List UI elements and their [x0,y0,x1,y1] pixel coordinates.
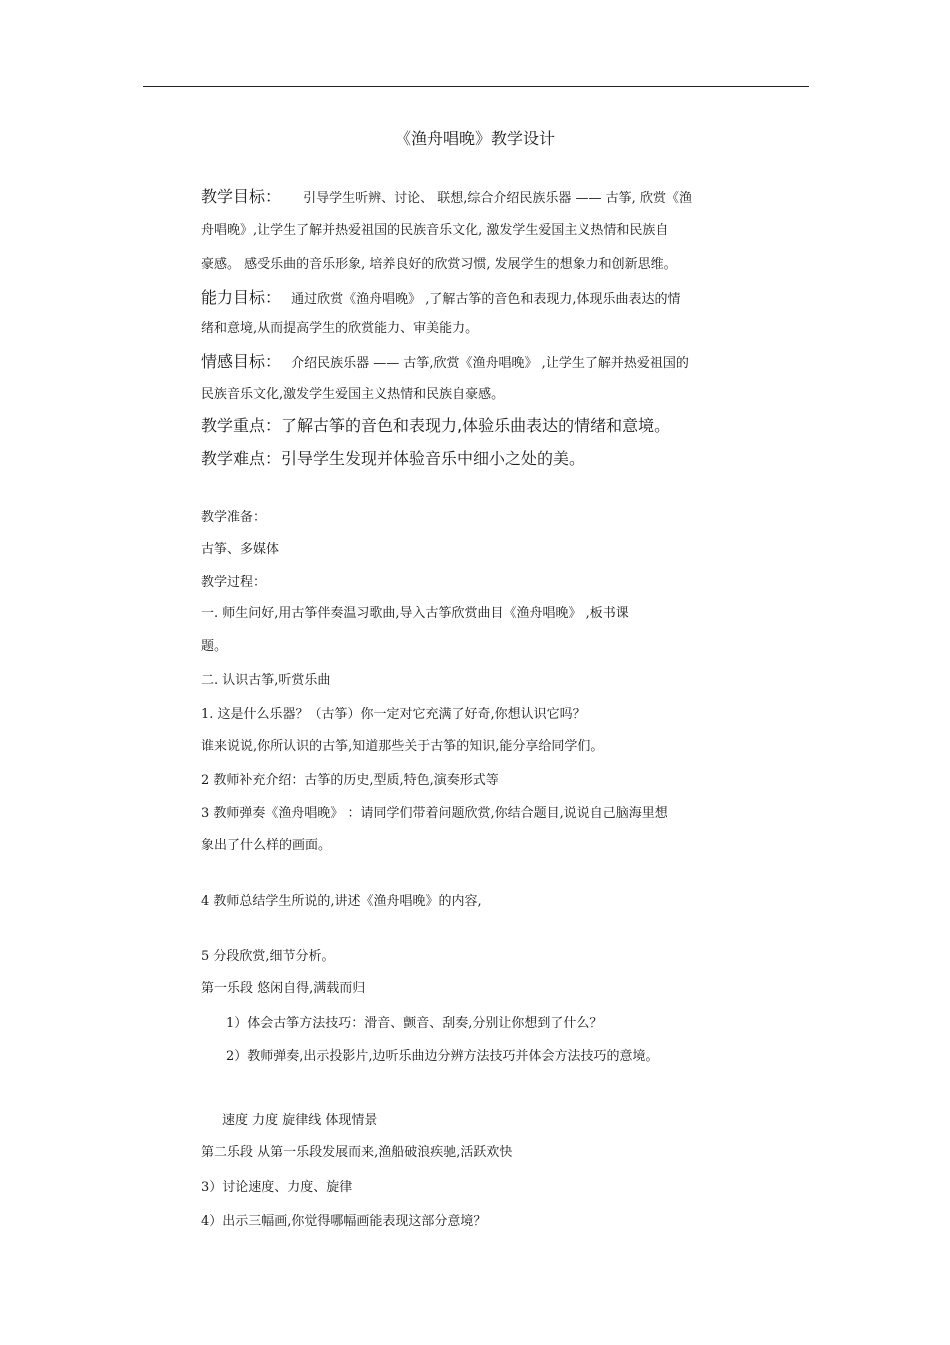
document-title: 《渔舟唱晚》教学设计 [394,129,555,148]
teach-goal-line-3: 豪感。 感受乐曲的音乐形象, 培养良好的欣赏习惯, 发展学生的想象力和创新思维。 [201,257,677,272]
emotion-goal-text-1: 介绍民族乐器 —— 古筝,欣赏《渔舟唱晚》 ,让学生了解并热爱祖国的 [291,356,689,371]
emotion-goal-label: 情感目标： [201,352,282,371]
key-point: 教学重点：了解古筝的音色和表现力,体验乐曲表达的情绪和意境。 [201,416,671,435]
section-2-item-3: 3）讨论速度、力度、旋律 [201,1180,353,1195]
section-1-item-1: 1）体会古筝方法技巧：滑音、颤音、刮奏,分别让你想到了什么？ [226,1016,603,1031]
prep-items: 古筝、多媒体 [201,542,280,557]
question-1-b: 谁来说说,你所认识的古筝,知道那些关于古筝的知识,能分享给同学们。 [201,739,604,754]
emotion-goal-line-2: 民族音乐文化,激发学生爱国主义热情和民族自豪感。 [201,387,505,402]
question-2: 2 教师补充介绍：古筝的历史,型质,特色,演奏形式等 [201,773,499,788]
ability-goal-text-1: 通过欣赏《渔舟唱晚》 ,了解古筝的音色和表现力,体现乐曲表达的情 [291,292,681,307]
emotion-goal-line-1 [201,349,689,372]
section-2-title: 第二乐段 从第一乐段发展而来,渔船破浪疾驰,活跃欢快 [201,1145,513,1160]
process-label: 教学过程： [201,575,267,590]
teach-goal-line-2: 舟唱晚》,让学生了解并热爱祖国的民族音乐文化, 激发学生爱国主义热情和民族自 [201,223,669,238]
question-4: 4 教师总结学生所说的,讲述《渔舟唱晚》的内容, [201,894,482,909]
step-1-line-b: 题。 [201,639,228,654]
header-rule [143,86,809,87]
ability-goal-label: 能力目标： [201,288,282,307]
teach-goal-line-1 [201,184,692,207]
section-1-title: 第一乐段 悠闲自得,满载而归 [201,981,366,996]
terms-row: 速度 力度 旋律线 体现情景 [222,1113,378,1128]
difficulty-point: 教学难点：引导学生发现并体验音乐中细小之处的美。 [201,449,586,468]
teach-goal-text-1: 引导学生听辨、讨论、 联想,综合介绍民族乐器 —— 古筝, 欣赏《渔 [303,191,692,206]
question-3-b: 象出了什么样的画面。 [201,838,332,853]
ability-goal-line-1 [201,285,681,308]
section-1-item-2: 2）教师弹奏,出示投影片,边听乐曲边分辨方法技巧并体会方法技巧的意境。 [226,1049,659,1064]
step-2: 二. 认识古筝,听赏乐曲 [201,673,331,688]
section-2-item-4: 4）出示三幅画,你觉得哪幅画能表现这部分意境？ [201,1214,487,1229]
step-1-line-a: 一. 师生问好,用古筝伴奏温习歌曲,导入古筝欣赏曲目《渔舟唱晚》 ,板书课 [201,606,629,621]
ability-goal-line-2: 绪和意境,从而提高学生的欣赏能力、审美能力。 [201,321,479,336]
question-3-a: 3 教师弹奏《渔舟唱晚》 ：请同学们带着问题欣赏,你结合题目,说说自己脑海里想 [201,806,668,821]
teach-goal-label: 教学目标： [201,187,282,206]
question-5: 5 分段欣赏,细节分析。 [201,949,335,964]
prep-label: 教学准备： [201,510,267,525]
question-1: 1. 这是什么乐器？（古筝）你一定对它充满了好奇,你想认识它吗？ [201,707,586,722]
